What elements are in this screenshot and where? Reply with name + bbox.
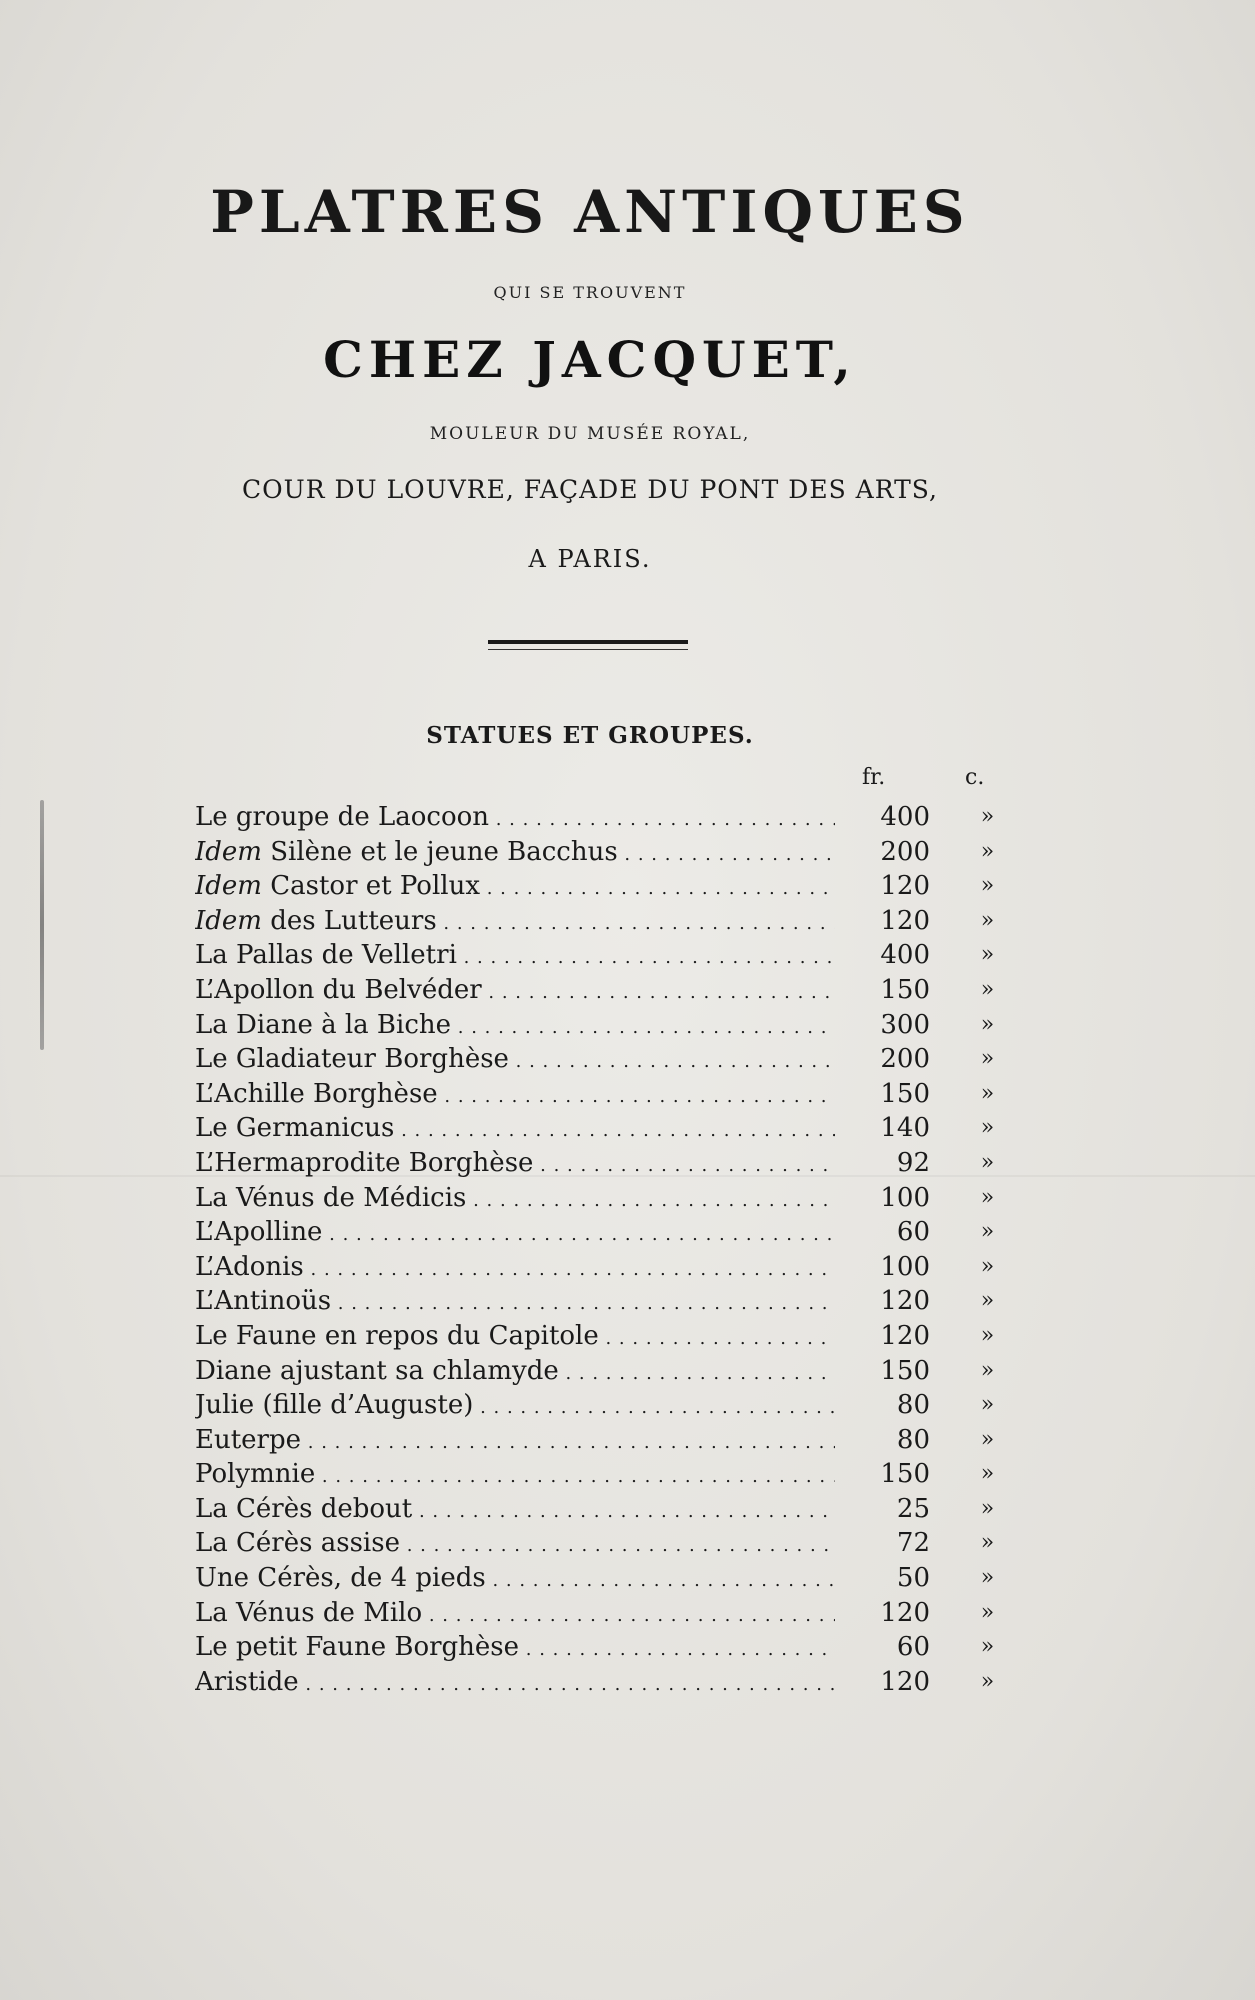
list-item xyxy=(195,904,1005,939)
item-title: La Vénus de Milo xyxy=(195,1597,423,1628)
item-name xyxy=(195,1008,835,1046)
item-cents: » xyxy=(980,1599,995,1625)
item-name xyxy=(195,1630,835,1668)
item-prefix: Idem xyxy=(195,905,262,936)
item-name xyxy=(195,1250,835,1288)
item-name xyxy=(195,1111,835,1149)
address: COUR DU LOUVRE, FAÇADE DU PONT DES ARTS, xyxy=(242,475,938,504)
column-header-francs: fr. xyxy=(862,765,886,790)
item-price: 150 xyxy=(880,1459,930,1490)
item-name xyxy=(195,1665,835,1703)
item-price: 120 xyxy=(880,1286,930,1317)
item-title: La Cérès assise xyxy=(195,1528,400,1559)
list-item xyxy=(195,938,1005,973)
item-title: La Cérès debout xyxy=(195,1493,413,1524)
item-price: 72 xyxy=(896,1528,930,1559)
divider-thick xyxy=(488,640,688,644)
item-price: 140 xyxy=(880,1113,930,1144)
item-cents: » xyxy=(980,1530,995,1556)
item-name xyxy=(195,835,835,873)
item-cents: » xyxy=(980,1495,995,1521)
item-price: 120 xyxy=(880,1597,930,1628)
list-item xyxy=(195,1215,1005,1250)
item-price: 150 xyxy=(880,1078,930,1109)
item-title: La Pallas de Velletri xyxy=(195,940,457,971)
maker-role: MOULEUR DU MUSÉE ROYAL, xyxy=(429,424,751,444)
item-price: 120 xyxy=(880,871,930,902)
item-price: 100 xyxy=(880,1182,930,1213)
item-cents: » xyxy=(980,1392,995,1418)
city: A PARIS. xyxy=(528,545,652,573)
item-name xyxy=(195,869,835,907)
item-title: La Vénus de Médicis xyxy=(195,1182,467,1213)
item-name xyxy=(195,973,835,1011)
list-item xyxy=(195,1630,1005,1665)
item-title: Diane ajustant sa chlamyde xyxy=(195,1355,559,1386)
item-price: 50 xyxy=(896,1563,930,1594)
item-price: 150 xyxy=(880,1355,930,1386)
list-item xyxy=(195,1008,1005,1043)
item-cents: » xyxy=(980,1322,995,1348)
item-name xyxy=(195,1284,835,1322)
page-title: PLATRES ANTIQUES xyxy=(210,178,970,246)
item-cents: » xyxy=(980,1149,995,1175)
item-cents: » xyxy=(980,1565,995,1591)
item-cents: » xyxy=(980,1288,995,1314)
item-title: La Diane à la Biche xyxy=(195,1009,452,1040)
list-item xyxy=(195,1111,1005,1146)
list-item xyxy=(195,1492,1005,1527)
list-item xyxy=(195,835,1005,870)
item-price: 60 xyxy=(896,1217,930,1248)
item-price: 92 xyxy=(896,1147,930,1178)
item-title: L’Achille Borghèse xyxy=(195,1078,438,1109)
list-item xyxy=(195,1665,1005,1700)
paper-fold-mark xyxy=(40,800,44,1050)
item-cents: » xyxy=(980,1219,995,1245)
item-cents: » xyxy=(980,1253,995,1279)
list-item xyxy=(195,1526,1005,1561)
item-cents: » xyxy=(980,1046,995,1072)
list-item xyxy=(195,1042,1005,1077)
item-cents: » xyxy=(980,976,995,1002)
item-title: Julie (fille d’Auguste) xyxy=(195,1390,474,1421)
item-cents: » xyxy=(980,1426,995,1452)
item-price: 100 xyxy=(880,1251,930,1282)
list-item xyxy=(195,1181,1005,1216)
list-item xyxy=(195,1284,1005,1319)
list-item xyxy=(195,1146,1005,1181)
section-title: STATUES ET GROUPES. xyxy=(426,722,754,749)
item-name xyxy=(195,800,835,838)
item-name xyxy=(195,1596,835,1634)
list-item xyxy=(195,1457,1005,1492)
item-price: 80 xyxy=(896,1424,930,1455)
list-item xyxy=(195,1319,1005,1354)
item-title: L’Hermaprodite Borghèse xyxy=(195,1147,534,1178)
item-title: Le Gladiateur Borghèse xyxy=(195,1044,509,1075)
item-price: 200 xyxy=(880,836,930,867)
item-price: 120 xyxy=(880,1320,930,1351)
item-title: Euterpe xyxy=(195,1424,302,1455)
item-cents: » xyxy=(980,1184,995,1210)
price-list xyxy=(195,800,1005,1699)
item-title: Polymnie xyxy=(195,1459,316,1490)
item-name xyxy=(195,904,835,942)
column-header-centimes: c. xyxy=(965,765,985,790)
item-prefix: Idem xyxy=(195,836,262,867)
item-title: Le groupe de Laocoon xyxy=(195,802,490,832)
item-name xyxy=(195,1181,835,1219)
item-title: des Lutteurs xyxy=(261,905,437,936)
list-item xyxy=(195,869,1005,904)
item-title: Le Faune en repos du Capitole xyxy=(195,1320,599,1351)
list-item xyxy=(195,1354,1005,1389)
item-price: 120 xyxy=(880,905,930,936)
list-item xyxy=(195,1388,1005,1423)
list-item xyxy=(195,800,1005,835)
item-name xyxy=(195,938,835,976)
list-item xyxy=(195,1561,1005,1596)
item-title: Une Cérès, de 4 pieds xyxy=(195,1563,486,1594)
item-price: 150 xyxy=(880,974,930,1005)
item-price: 60 xyxy=(896,1632,930,1663)
item-name xyxy=(195,1388,835,1426)
item-price: 400 xyxy=(880,940,930,971)
item-title: Silène et le jeune Bacchus xyxy=(261,836,618,867)
list-item xyxy=(195,1077,1005,1112)
item-title: Castor et Pollux xyxy=(261,871,480,902)
item-price: 300 xyxy=(880,1009,930,1040)
item-cents: » xyxy=(980,1461,995,1487)
item-name xyxy=(195,1077,835,1115)
item-price: 200 xyxy=(880,1044,930,1075)
item-cents: » xyxy=(980,1115,995,1141)
maker-name: CHEZ JACQUET, xyxy=(323,330,857,389)
item-name xyxy=(195,1492,835,1530)
item-price: 400 xyxy=(880,802,930,832)
item-price: 120 xyxy=(880,1666,930,1697)
item-cents: » xyxy=(980,838,995,864)
list-item xyxy=(195,1596,1005,1631)
item-cents: » xyxy=(980,942,995,968)
item-name xyxy=(195,1354,835,1392)
item-cents: » xyxy=(980,907,995,933)
item-title: L’Apollon du Belvéder xyxy=(195,974,482,1005)
item-title: L’Apolline xyxy=(195,1217,323,1248)
item-name xyxy=(195,1146,835,1184)
item-cents: » xyxy=(980,1080,995,1106)
item-cents: » xyxy=(980,1668,995,1694)
divider-thin xyxy=(488,649,688,650)
item-name xyxy=(195,1423,835,1461)
item-title: L’Adonis xyxy=(195,1251,304,1282)
item-price: 25 xyxy=(896,1493,930,1524)
item-prefix: Idem xyxy=(195,871,262,902)
item-name xyxy=(195,1561,835,1599)
item-name xyxy=(195,1319,835,1357)
list-item xyxy=(195,1423,1005,1458)
item-cents: » xyxy=(980,873,995,899)
item-name xyxy=(195,1042,835,1080)
subtitle: QUI SE TROUVENT xyxy=(493,283,687,302)
item-title: L’Antinoüs xyxy=(195,1286,332,1317)
item-name xyxy=(195,1457,835,1495)
item-name xyxy=(195,1526,835,1564)
item-cents: » xyxy=(980,1011,995,1037)
item-cents: » xyxy=(980,1634,995,1660)
item-title: Aristide xyxy=(195,1666,299,1697)
item-name xyxy=(195,1215,835,1253)
item-price: 80 xyxy=(896,1390,930,1421)
item-title: Le Germanicus xyxy=(195,1113,395,1144)
list-item xyxy=(195,973,1005,1008)
list-item xyxy=(195,1250,1005,1285)
item-cents: » xyxy=(980,804,995,829)
item-cents: » xyxy=(980,1357,995,1383)
item-title: Le petit Faune Borghèse xyxy=(195,1632,520,1663)
